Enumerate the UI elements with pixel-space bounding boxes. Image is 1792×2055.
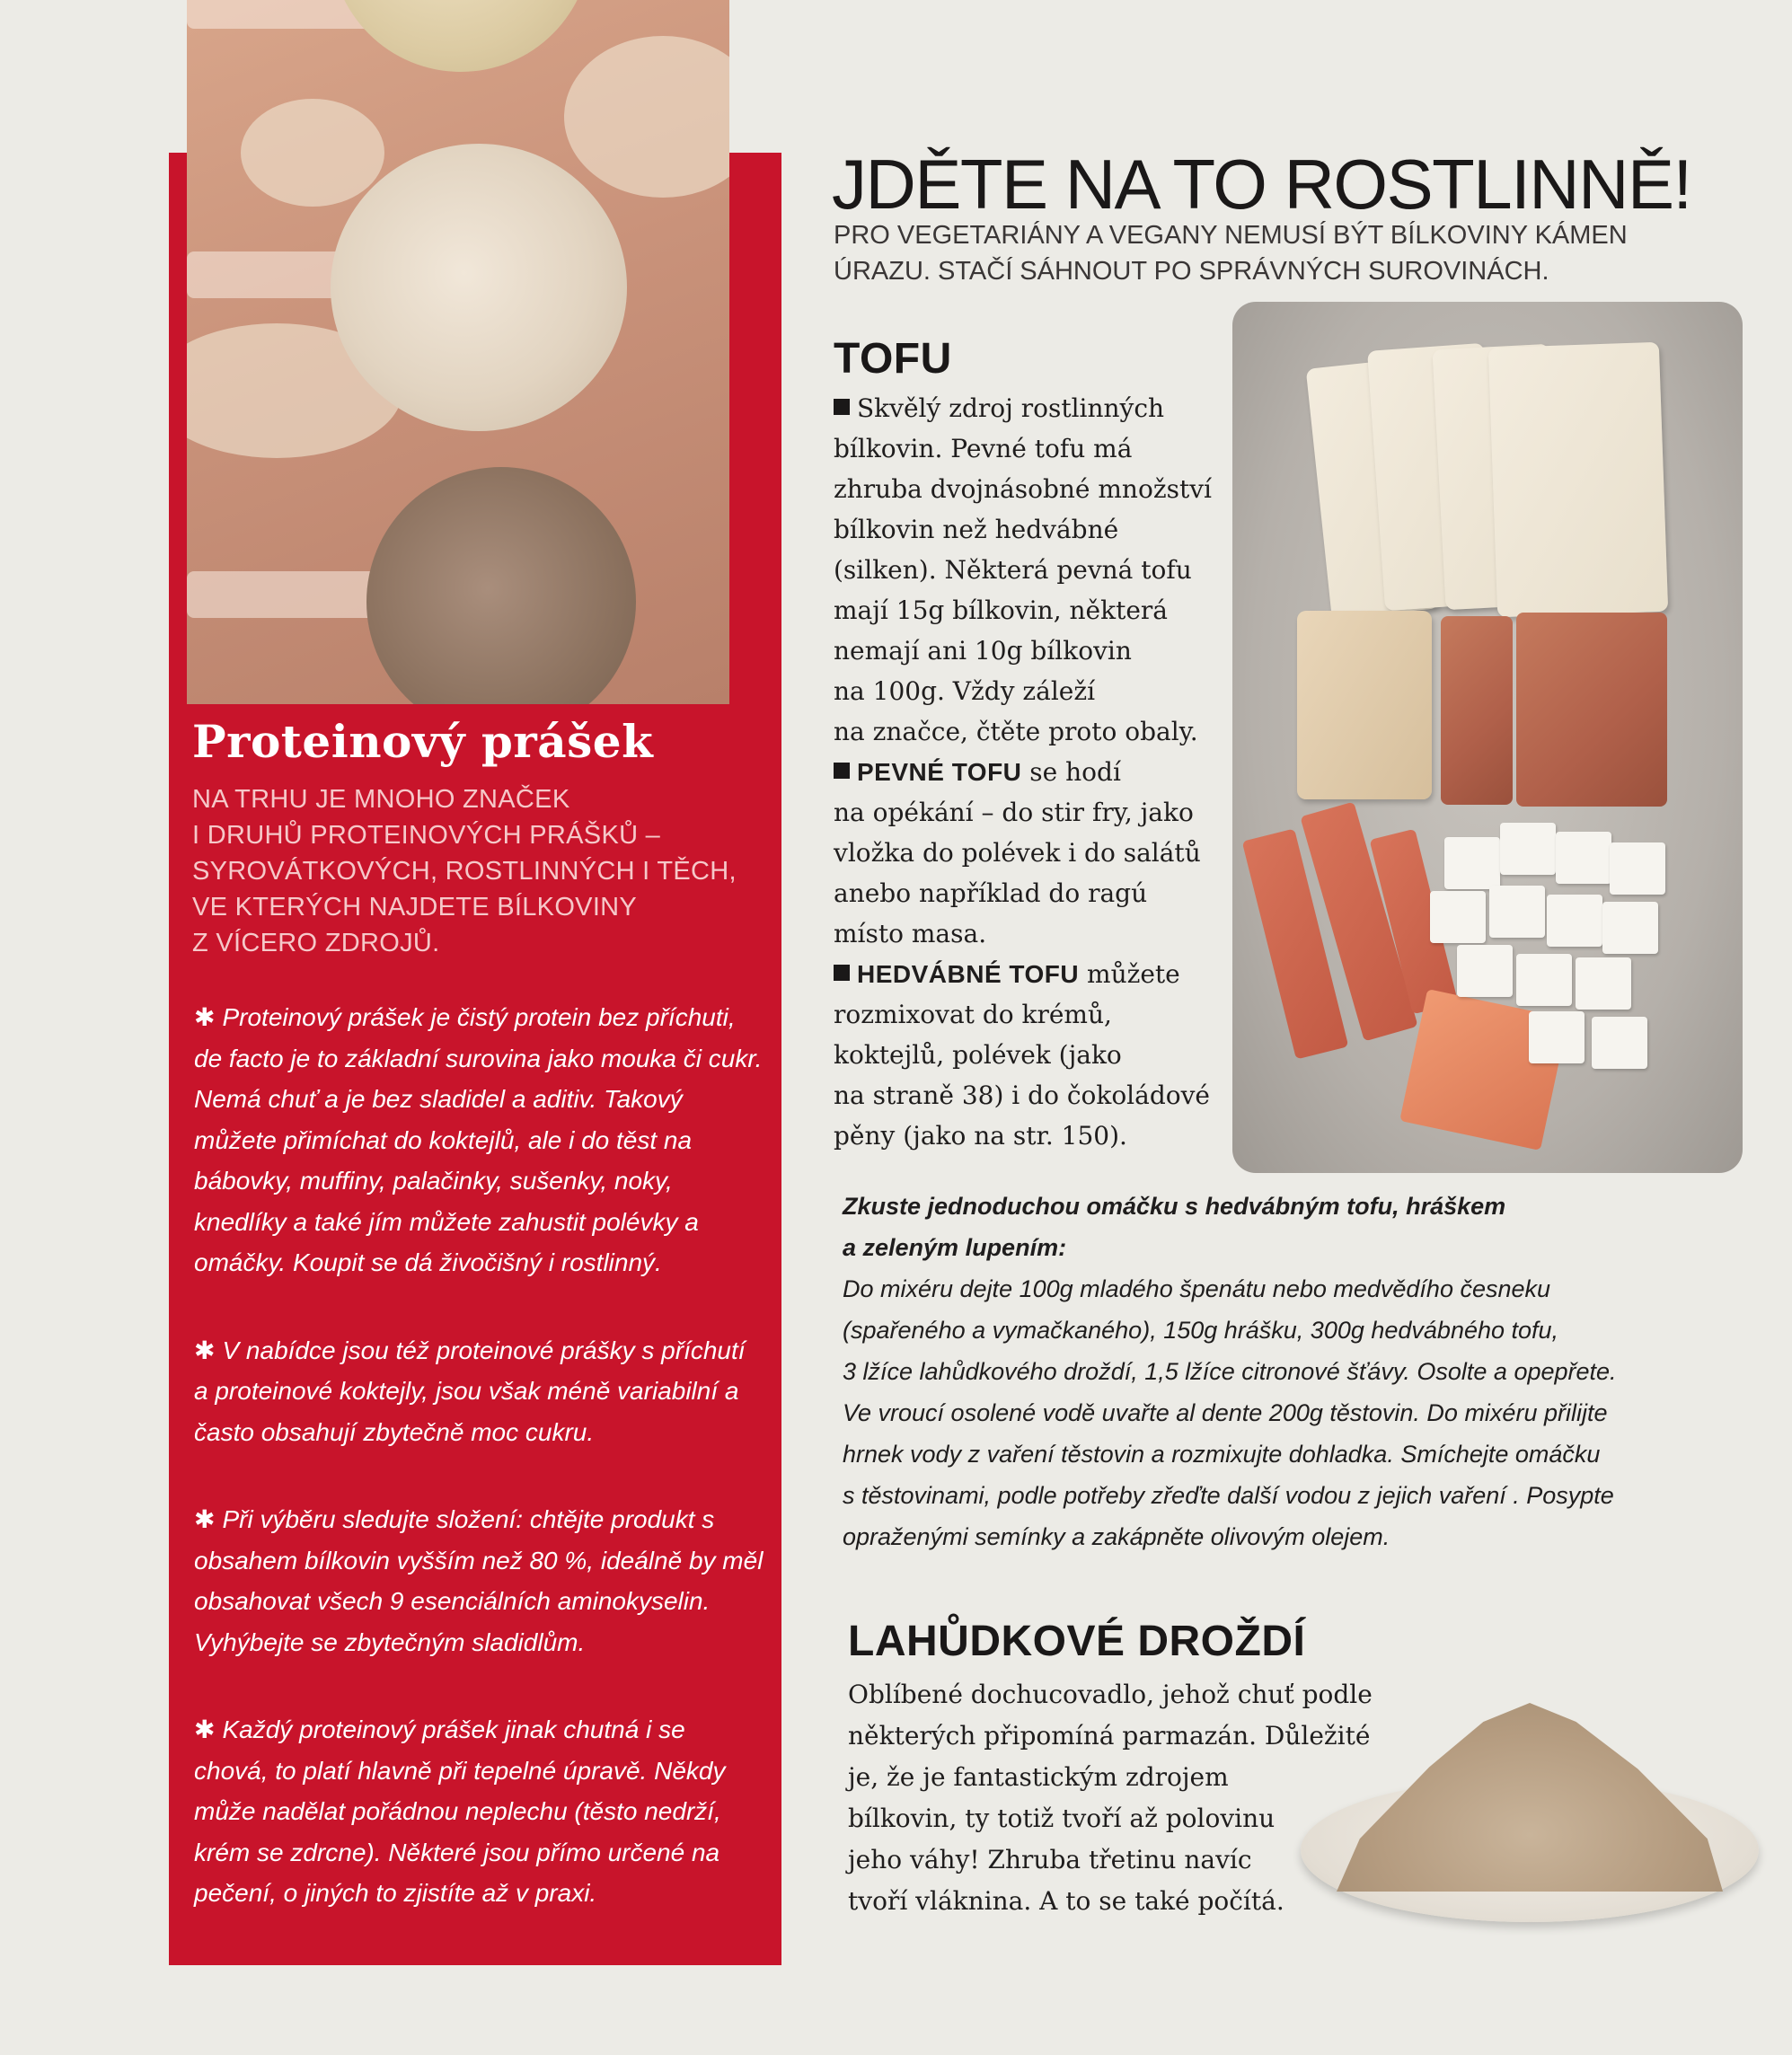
sidebar-lead-line: SYROVÁTKOVÝCH, ROSTLINNÝCH I TĚCH, [192, 857, 737, 886]
tofu-text-line: místo masa. [834, 919, 987, 948]
powder-spill [564, 36, 729, 198]
silken-tofu-cube [1489, 886, 1545, 938]
sidebar-bullet-text: V nabídce jsou též proteinové prášky s příchutí a proteinové koktejly, jsou však méně variabilní a často obsahují zbytečně moc cukru. [194, 1336, 746, 1446]
tofu-text-line: vložka do polévek i do salátů [834, 838, 1201, 868]
tofu-text-line: PEVNÉ TOFU se hodí [834, 752, 1229, 792]
sidebar-bullet [194, 997, 765, 1283]
recipe-intro-line: Zkuste jednoduchou omáčku s hedvábným tofu, hráškem [843, 1193, 1506, 1220]
protein-powder-photo [187, 0, 729, 704]
smoked-tofu [1441, 616, 1513, 805]
powder-scoop-light [331, 0, 591, 72]
powder-scoop-white [331, 144, 627, 431]
sidebar-title: Proteinový prášek [192, 715, 654, 768]
subtitle-line: PRO VEGETARIÁNY A VEGANY NEMUSÍ BÝT BÍLKOVINY KÁMEN [834, 221, 1628, 250]
page-subtitle [834, 217, 1678, 289]
star-bullet-icon: ✱ [194, 1505, 216, 1533]
sidebar-lead-line: NA TRHU JE MNOHO ZNAČEK [192, 785, 570, 814]
recipe-line: 3 lžíce lahůdkového droždí, 1,5 lžíce citronové šťávy. Osolte a opepřete. [843, 1358, 1617, 1385]
tofu-text-line: (silken). Některá pevná tofu [834, 555, 1192, 585]
star-bullet-icon: ✱ [194, 1003, 216, 1031]
recipe-line: Do mixéru dejte 100g mladého špenátu nebo medvědího česneku [843, 1275, 1551, 1302]
sidebar-lead [192, 781, 767, 961]
yeast-text-line: některých připomíná parmazán. Důležité [848, 1721, 1371, 1751]
recipe-line: s těstovinami, podle potřeby zřeďte další vodou z jejich vaření . Posypte [843, 1482, 1614, 1509]
sidebar-bullet-text: Při výběru sledujte složení: chtějte produkt s obsahem bílkovin vyšším než 80 %, ideálně by měl obsahovat všech 9 esenciálních aminokyselin. Vyhýbejte se zbytečným sladidlům. [194, 1505, 764, 1656]
yeast-text-line: je, že je fantastickým zdrojem [848, 1762, 1229, 1792]
silken-tofu-cube [1610, 842, 1665, 895]
tofu-text-line: nemají ani 10g bílkovin [834, 636, 1132, 666]
silken-tofu-label: HEDVÁBNÉ TOFU [857, 960, 1080, 988]
tofu-text-line: na straně 38) i do čokoládové [834, 1080, 1211, 1110]
tofu-text-line: koktejlů, polévek (jako [834, 1040, 1122, 1070]
sauce-recipe [843, 1186, 1741, 1557]
sidebar-bullet [194, 1709, 765, 1914]
tofu-text-line: anebo například do ragú [834, 878, 1148, 908]
tofu-text-line: na opékání – do stir fry, jako [834, 798, 1194, 827]
tofu-text-line: bílkovin než hedvábné [834, 515, 1119, 544]
recipe-line: hrnek vody z vaření těstovin a rozmixujte dohladka. Smíchejte omáčku [843, 1441, 1601, 1468]
tofu-heading: TOFU [834, 335, 952, 383]
sidebar-bullet-list [194, 997, 765, 1961]
tofu-text-line: na 100g. Vždy záleží [834, 676, 1096, 706]
silken-tofu-cube [1547, 895, 1602, 947]
powder-spill [241, 99, 384, 207]
tofu-platter-photo [1232, 302, 1743, 1173]
yeast-text-line: tvoří vláknina. A to se také počítá. [848, 1886, 1284, 1916]
tofu-text-line: zhruba dvojnásobné množství [834, 474, 1212, 504]
star-bullet-icon: ✱ [194, 1715, 216, 1743]
recipe-intro-line: a zeleným lupením: [843, 1234, 1067, 1261]
powder-scoop-brown [366, 467, 636, 704]
silken-tofu-cube [1556, 832, 1611, 884]
recipe-line: opraženými semínky a zakápněte olivovým olejem. [843, 1523, 1390, 1550]
sidebar-lead-line: I DRUHŮ PROTEINOVÝCH PRÁŠKŮ – [192, 821, 661, 850]
silken-tofu-cube [1500, 823, 1556, 875]
sidebar-bullet [194, 1330, 765, 1453]
silken-tofu-cube [1602, 902, 1658, 954]
yeast-heading: LAHŮDKOVÉ DROŽDÍ [848, 1618, 1306, 1665]
sidebar-lead-line: VE KTERÝCH NAJDETE BÍLKOVINY [192, 893, 638, 922]
yeast-text-line: jeho váhy! Zhruba třetinu navíc [848, 1845, 1252, 1874]
recipe-line: (spařeného a vymačkaného), 150g hrášku, 300g hedvábného tofu, [843, 1317, 1559, 1344]
nutritional-yeast-photo [1301, 1689, 1768, 1931]
star-bullet-icon: ✱ [194, 1336, 216, 1364]
firm-tofu-label: PEVNÉ TOFU [857, 758, 1022, 786]
tofu-text-line: HEDVÁBNÉ TOFU můžete [834, 954, 1229, 994]
tofu-text-line: bílkovin. Pevné tofu má [834, 434, 1133, 463]
square-bullet-icon [834, 763, 850, 779]
page-title: JDĚTE NA TO ROSTLINNĚ! [832, 145, 1691, 224]
silken-tofu-cube [1576, 957, 1631, 1010]
smoked-tofu [1516, 613, 1667, 807]
silken-tofu-cube [1444, 837, 1500, 889]
sidebar-bullet-text: Proteinový prášek je čistý protein bez příchuti, de facto je to základní surovina jako mouka či cukr. Nemá chuť a je bez sladidel a aditiv. Takový můžete přimíchat do koktejlů, ale i do těst na bábovky, muffiny, palačinky, sušenky, noky, knedlíky a také jím můžete zahustit polévky a omáčky. Koupit se dá živočišný i rostlinný. [194, 1003, 763, 1276]
tofu-text-line: pěny (jako na str. 150). [834, 1121, 1127, 1151]
tofu-text-line: na značce, čtěte proto obaly. [834, 717, 1198, 746]
tofu-slice [1488, 342, 1668, 617]
silken-tofu-cube [1516, 954, 1572, 1006]
tofu-text [834, 388, 1229, 1156]
tofu-text-line: mají 15g bílkovin, některá [834, 595, 1168, 625]
tofu-text-line: Skvělý zdroj rostlinných [834, 388, 1229, 428]
square-bullet-icon [834, 399, 850, 415]
subtitle-line: ÚRAZU. STAČÍ SÁHNOUT PO SPRÁVNÝCH SUROVINÁCH. [834, 257, 1549, 286]
silken-tofu-cube [1457, 945, 1513, 997]
silken-tofu-cube [1592, 1017, 1647, 1069]
sidebar-lead-line: Z VÍCERO ZDROJŮ. [192, 929, 440, 957]
recipe-line: Ve vroucí osolené vodě uvařte al dente 200g těstovin. Do mixéru přilijte [843, 1399, 1608, 1426]
sidebar-bullet [194, 1499, 765, 1663]
tofu-slice [1297, 611, 1432, 799]
tofu-text-line: rozmixovat do krémů, [834, 1000, 1112, 1029]
yeast-text [848, 1674, 1373, 1922]
sidebar-bullet-text: Každý proteinový prášek jinak chutná i se chová, to platí hlavně při tepelné úpravě. Někdy může nadělat pořádnou neplechu (těsto nedrží, krém se zdrcne). Některé jsou přímo určené na pečení, o jiných to zjistíte až v praxi. [194, 1715, 726, 1907]
square-bullet-icon [834, 965, 850, 981]
yeast-text-line: Oblíbené dochucovadlo, jehož chuť podle [848, 1680, 1373, 1709]
silken-tofu-cube [1529, 1011, 1585, 1063]
silken-tofu-cube [1430, 891, 1486, 943]
yeast-text-line: bílkovin, ty totiž tvoří až polovinu [848, 1804, 1276, 1833]
